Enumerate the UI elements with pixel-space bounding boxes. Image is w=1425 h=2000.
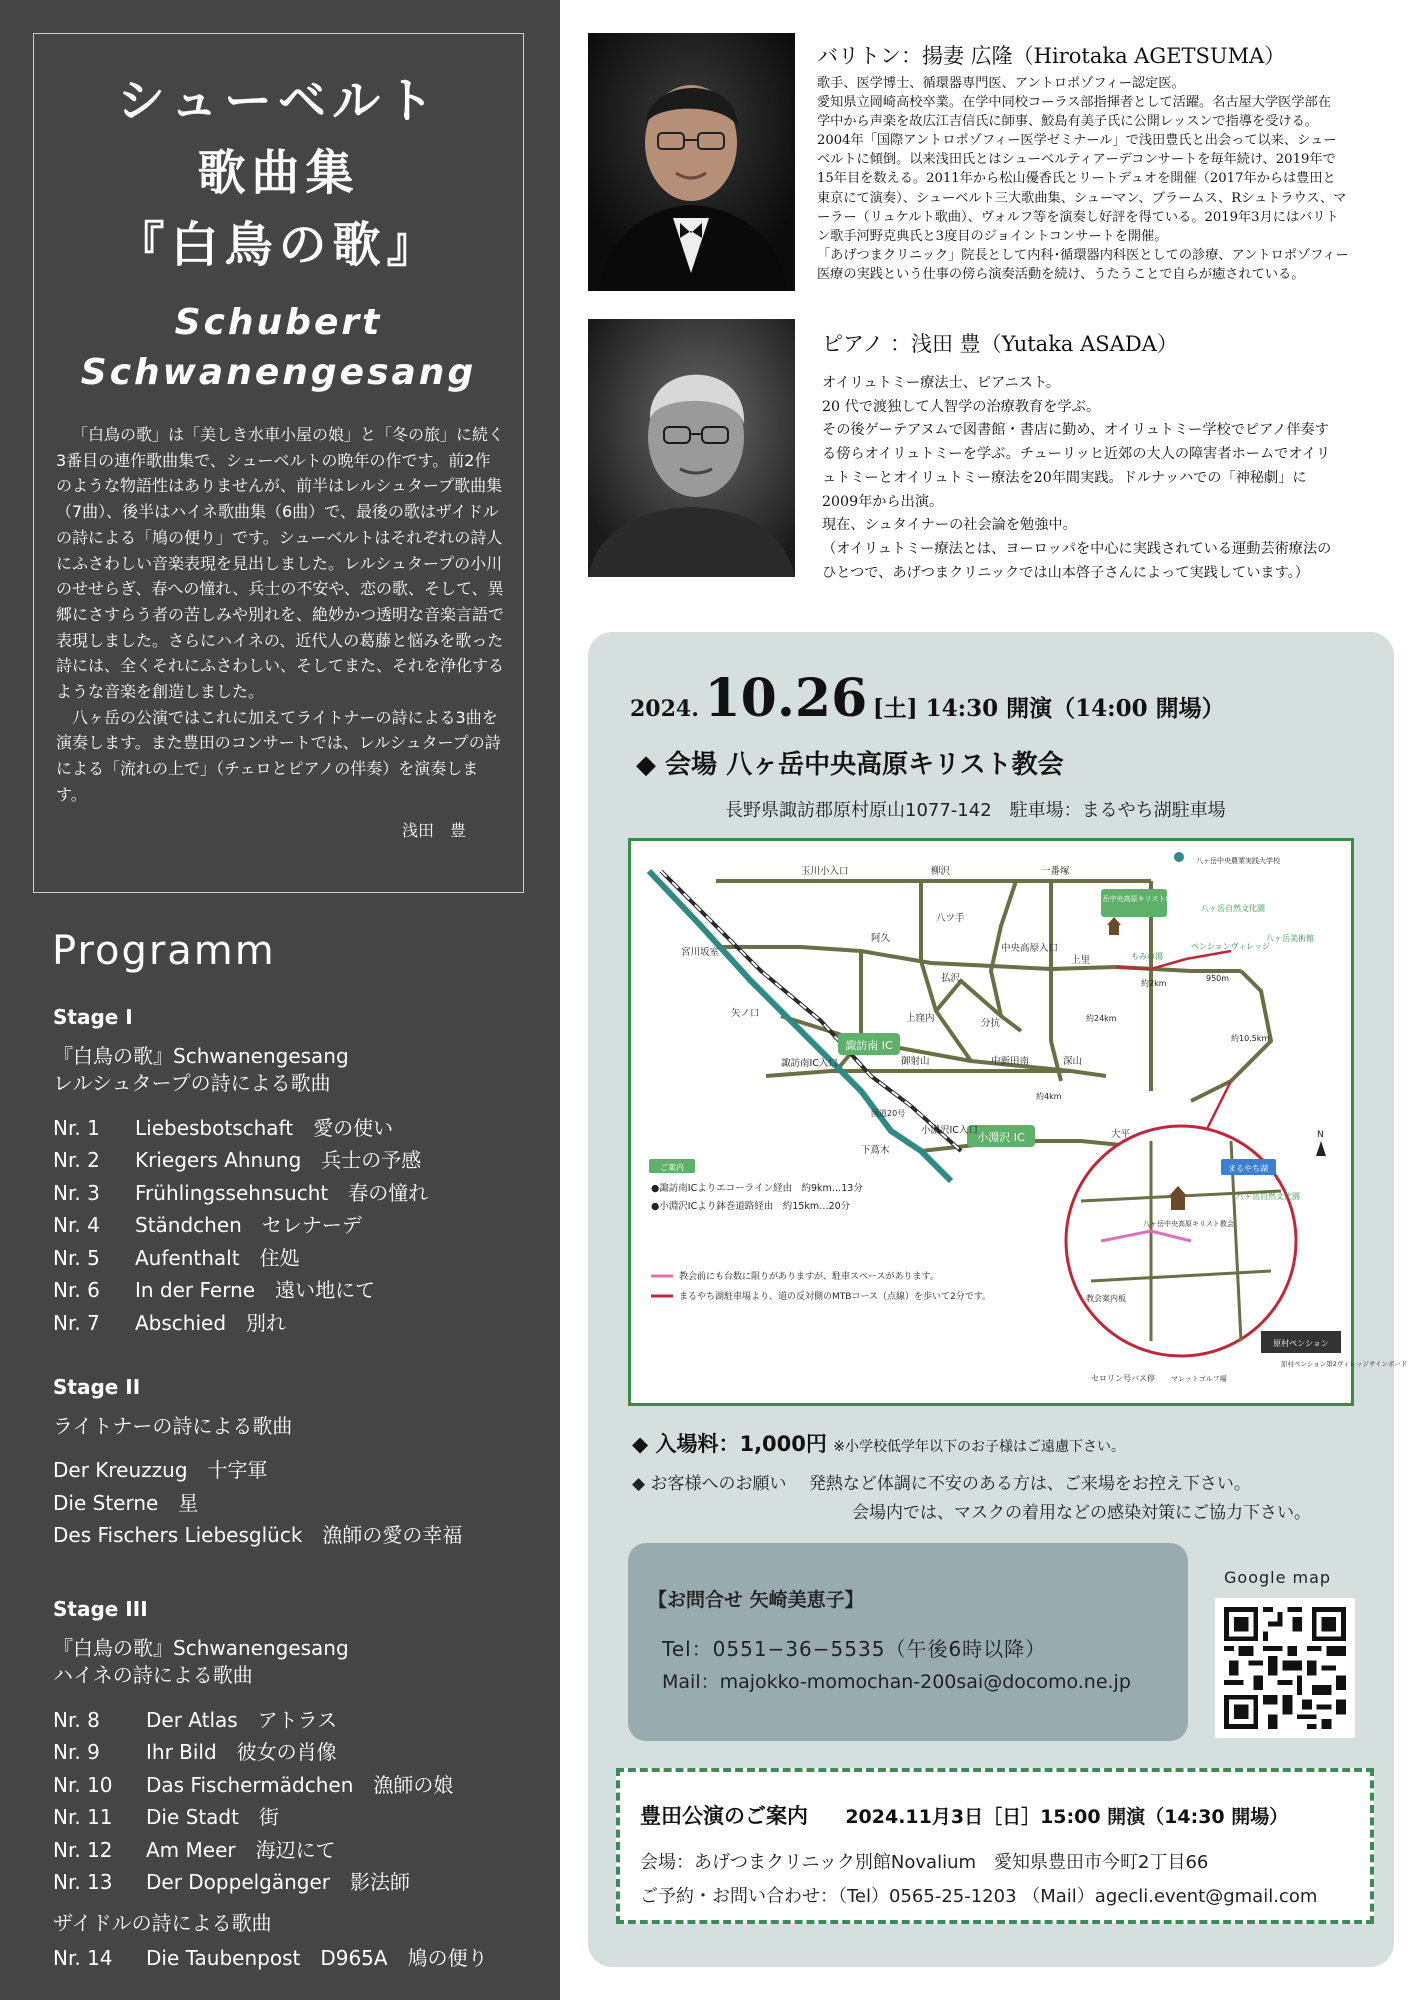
google-map-label: Google map (1224, 1568, 1332, 1587)
title-line-2: 歌曲集 (197, 145, 360, 201)
song-row (53, 1177, 428, 1206)
map-label: 小淵沢 IC (977, 1131, 1025, 1144)
portrait-image (588, 319, 795, 577)
svg-text:N: N (1317, 1130, 1324, 1140)
toyota-venue: 会場：あげつまクリニック別館Novalium 愛知県豊田市今町2丁目66 (640, 1852, 1209, 1873)
song-row (53, 1209, 362, 1238)
stage3-subtitle-1: 『白鳥の歌』Schwanengesang (53, 1636, 349, 1660)
church-icon (1107, 917, 1121, 935)
qr-code-image (1224, 1607, 1346, 1729)
map-label: 八ヶ岳中央農業実践大学校 (1196, 857, 1280, 865)
request-line-1: ◆ お客様へのお願い 発熱など体調に不安のある方は、ご来場をお控え下さい。 (632, 1474, 1251, 1494)
song-title: Kriegers Ahnung 兵士の予感 (135, 1148, 422, 1172)
map-label: ペンションヴィレッジ (1191, 942, 1271, 951)
song-title: Ihr Bild 彼女の肖像 (146, 1740, 337, 1764)
song-number: Nr. 3 (53, 1181, 100, 1205)
event-date-line (630, 668, 1225, 729)
baritone-bio (817, 74, 1349, 284)
left-panel (0, 0, 560, 2000)
song-row (53, 1274, 375, 1303)
song-row (53, 1307, 286, 1336)
map-label: 950m (1206, 974, 1230, 983)
baritone-name: バリトン：揚妻 広隆（Hirotaka AGETSUMA） (817, 44, 1286, 68)
map-label: 宮川坂室 (681, 947, 720, 958)
map-label: 払沢 (941, 973, 961, 984)
bio-line: ひとつで、あげつまクリニックでは山本啓子さんによって実践しています。） (822, 564, 1309, 581)
bio-line: ーラー（リュケルト歌曲）、ヴォルフ等を演奏し好評を得ている。2019年3月にはバリト (817, 209, 1339, 225)
song-row (53, 1112, 393, 1141)
intro-text (56, 422, 506, 843)
map-label: 八ヶ岳自然文化園 (1201, 904, 1265, 913)
title-en-line-2: Schwanengesang (80, 352, 477, 393)
event-address: 長野県諏訪郡原村原山1077-142 駐車場：まるやち湖駐車場 (725, 800, 1226, 821)
song-row (53, 1834, 336, 1863)
song-title: Am Meer 海辺にて (146, 1838, 336, 1862)
north-arrow-icon (1316, 1130, 1326, 1156)
song-number: Nr. 2 (53, 1148, 100, 1172)
bio-line: 20 代で渡独して人智学の治療教育を学ぶ。 (822, 398, 1101, 415)
song-number: Nr. 9 (53, 1740, 100, 1764)
map-label: 深山 (1063, 1056, 1083, 1067)
song-row (53, 1242, 300, 1271)
song-row (53, 1144, 421, 1173)
access-map[interactable] (628, 838, 1408, 1406)
map-label: 原村ペンション第2ヴィレッジサインボード (1281, 1360, 1408, 1368)
bio-line: 学中から声楽を故広江吉信氏に師事、鮫島有美子氏に公開レッスンで指導を受ける。 (817, 114, 1318, 130)
song-title: Die Stadt 街 (146, 1805, 279, 1829)
map-label: まるやち湖 (1228, 1164, 1268, 1173)
map-label: マレットゴルフ場 (1171, 1375, 1227, 1383)
toyota-contact[interactable]: ご予約・お問い合わせ：（Tel）0565-25-1203 （Mail）agecli.event@gmail.com (640, 1886, 1318, 1907)
toyota-title: 豊田公演のご案内 (640, 1804, 808, 1828)
song-title: Abschied 別れ (135, 1311, 287, 1335)
stage1-subtitle-2: レルシュタープの詩による歌曲 (53, 1071, 331, 1095)
map-label: 八ヶ岳自然文化園 (1236, 1192, 1300, 1201)
portrait-image (588, 33, 795, 291)
map-label: 約24km (1086, 1014, 1117, 1023)
event-date: 10.26 (704, 668, 868, 729)
event-venue: ◆ 会場 八ヶ岳中央高原キリスト教会 (636, 750, 1064, 780)
song-row (53, 1866, 410, 1895)
fee-label: ◆ 入場料：1,000円 (632, 1432, 827, 1456)
map-label: 原村ペンション (1273, 1339, 1329, 1348)
stage1-subtitle-1: 『白鳥の歌』Schwanengesang (53, 1044, 349, 1068)
bio-line: 現在、シュタイナーの社会論を勉強中。 (822, 517, 1077, 534)
map-label: 大平 (1111, 1129, 1131, 1140)
bio-line: 2009年から出演。 (822, 493, 944, 510)
contact-box (628, 1543, 1188, 1741)
song-row (53, 1769, 453, 1798)
song-row (53, 1736, 337, 1765)
pianist-name: ピアノ ：浅田 豊（Yutaka ASADA） (822, 332, 1178, 356)
map-label: 八ツ手 (936, 913, 965, 924)
bio-line: 愛知県立岡崎高校卒業。在学中同校コーラス部指揮者として活躍。名古屋大学医学部在 (817, 95, 1331, 111)
contact-tel[interactable]: Tel：0551−36−5535（午後6時以降） (662, 1637, 1047, 1661)
song-title: Aufenthalt 住処 (135, 1246, 300, 1270)
song-number: Nr. 12 (53, 1838, 113, 1862)
photo-pianist (588, 319, 795, 577)
toyota-datetime: 2024.11月3日［日］15:00 開演（14:30 開場） (845, 1806, 1289, 1828)
map-label: 一番塚 (1041, 866, 1070, 877)
song-number: Nr. 5 (53, 1246, 100, 1270)
map-note-1: 教会前にも台数に限りがありますが、駐車スペースがあります。 (679, 1272, 939, 1282)
map-note-2: まるやち湖駐車場より、道の反対側のMTBコース（点線）を歩いて2分です。 (679, 1292, 991, 1302)
song-title: In der Ferne 遠い地にて (135, 1278, 376, 1302)
song-row (53, 1704, 337, 1733)
photo-baritone (588, 33, 795, 291)
map-label: 諏訪南IC入口 (781, 1058, 838, 1069)
qr-code-icon[interactable] (1215, 1598, 1355, 1738)
map-label: 矢ノ口 (731, 1008, 760, 1019)
map-pin-icon (1174, 852, 1184, 862)
song-number: Nr. 4 (53, 1213, 100, 1237)
song-title: Ständchen セレナーデ (135, 1213, 362, 1237)
stage3-subtitle-3: ザイドルの詩による歌曲 (53, 1911, 272, 1935)
map-label: 教会案内板 (1086, 1294, 1126, 1303)
song-title: Das Fischermädchen 漁師の娘 (146, 1773, 454, 1797)
bio-line: （オイリュトミー療法とは、ヨーロッパを中心に実践されている運動芸術療法の (822, 540, 1332, 557)
contact-title: 【お問合せ 矢崎美恵子】 (648, 1589, 864, 1611)
map-label: 八ヶ岳中央高原キリスト教会 (1143, 1220, 1234, 1228)
toyota-title-line (640, 1800, 1288, 1830)
song-title: Der Atlas アトラス (146, 1708, 338, 1732)
bio-line: る傍らオイリュトミーを学ぶ。チューリッヒ近郊の大人の障害者ホームでオイリ (822, 446, 1331, 463)
map-label: 上里 (1071, 955, 1091, 966)
title-box (33, 33, 524, 893)
bio-line: 2004年「国際アントロポゾフィー医学ゼミナール」で浅田豊氏と出会って以来、シュー (817, 133, 1337, 149)
map-label: 約2km (1141, 979, 1167, 988)
map-label: 約10.5km (1231, 1034, 1270, 1043)
stage3-heading: Stage III (53, 1597, 148, 1621)
event-year: 2024. (630, 696, 699, 722)
intro-signature: 浅田 豊 (401, 820, 466, 840)
song-number: Nr. 1 (53, 1116, 100, 1140)
map-label: 上窪内 (906, 1013, 935, 1024)
audience-request (632, 1470, 1311, 1528)
bio-line: オイリュトミー療法士、ピアニスト。 (822, 375, 1061, 391)
map-label: 阿久 (871, 933, 891, 944)
bio-line: 東京にて演奏）、シューベルト三大歌曲集、シューマン、ブラームス、Rシュトラウス、マ (817, 190, 1347, 206)
map-label: ご案内 (660, 1163, 684, 1172)
song-title: Der Doppelgänger 影法師 (146, 1870, 411, 1894)
song-number: Nr. 11 (53, 1805, 113, 1829)
stage2-heading: Stage II (53, 1375, 141, 1399)
map-label: 玉川小入口 (801, 866, 849, 877)
map-label: 八ヶ岳美術館 (1266, 934, 1314, 943)
song-row: Des Fischers Liebesglück 漁師の愛の幸福 (53, 1523, 463, 1547)
bio-line: 15年目を数える。2011年から松山優香氏とリートデュオを開催（2017年からは豊田と (817, 171, 1336, 187)
map-label: セロリン号バス停 (1091, 1374, 1155, 1383)
map-guide-2: ●小淵沢ICより鉢巻道路経由 約15km…20分 (651, 1201, 851, 1212)
song-row (53, 1942, 488, 1971)
map-guide-1: ●諏訪南ICよりエコーライン経由 約9km…13分 (651, 1183, 863, 1194)
bio-line: 「あげつまクリニック」院長として内科･循環器内科医としての診療、アントロポゾフィー (817, 247, 1349, 263)
toyota-concert-box (616, 1768, 1374, 1924)
stage3-subtitle-2: ハイネの詩による歌曲 (53, 1663, 253, 1687)
bio-line: 歌手、医学博士、循環器専門医、アントロポゾフィー認定医。 (817, 76, 1185, 91)
bio-line: ベルトに傾倒。以来浅田氏とはシューベルティアーデコンサートを毎年続け、2019年で (817, 152, 1336, 168)
map-label: 中央高原入口 (1001, 943, 1059, 954)
song-number: Nr. 14 (53, 1946, 113, 1970)
song-row (53, 1801, 279, 1830)
title-line-3: 『白鳥の歌』 (116, 217, 441, 273)
map-label: 小淵沢IC入口 (921, 1125, 978, 1136)
song-title: Frühlingssehnsucht 春の憧れ (135, 1181, 429, 1205)
song-number: Nr. 8 (53, 1708, 100, 1732)
map-label: 御射山 (901, 1056, 930, 1067)
map-label: 柳沢 (931, 866, 951, 877)
song-number: Nr. 6 (53, 1278, 100, 1302)
song-title: Liebesbotschaft 愛の使い (135, 1116, 394, 1140)
title-en-line-1: Schubert (174, 302, 383, 343)
map-label: 国道20号 (871, 1109, 906, 1118)
title-line-1: シューベルト (116, 73, 441, 129)
intro-paragraph-1: 「白鳥の歌」は「美しき水車小屋の娘」と「冬の旅」に続く3番目の連作歌曲集で、シューベルトの晩年の作です。前2作のような物語性はありませんが、前半はレルシュタープ歌曲集（7曲）、後半はハイネ歌曲集（6曲）で、最後の歌はザイドルの詩による「鳩の便り」です。シューベルトはそれぞれの詩人にふさわしい音楽表現を見出しました。レルシュタープの小川のせせらぎ、春への憧れ、兵士の不安や、恋の歌、そして、異郷にさすらう者の苦しみや別れを、絶妙かつ透明な音楽言語で表現しました。さらにハイネの、近代人の葛藤と悩みを歌った詩には、全くそれにふさわしい、そしてまた、それを浄化するような音楽を創造しました。 (56, 425, 505, 702)
event-time: [土] 14:30 開演（14:00 開場） (872, 695, 1225, 722)
intro-paragraph-2: 八ヶ岳の公演ではこれに加えてライトナーの詩による3曲を演奏します。また豊田のコンサートでは、レルシュタープの詩による「流れの上で」（チェロとピアノの伴奏）を演奏します。 (56, 707, 501, 804)
fee-note: ※小学校低学年以下のお子様はご遠慮下さい。 (833, 1439, 1125, 1455)
bio-line: ュトミーとオイリュトミー療法を20年間実践。ドルナッハでの「神秘劇」に (822, 469, 1307, 486)
map-label: 諏訪南 IC (845, 1039, 893, 1052)
song-number: Nr. 13 (53, 1870, 113, 1894)
song-row: Der Kreuzzug 十字軍 (53, 1458, 268, 1482)
bio-line: 医療の実践という仕事の傍ら演奏活動を続け、うたうことで自らが癒されている。 (817, 266, 1305, 282)
stage1-heading: Stage I (53, 1005, 133, 1029)
stage2-subtitle: ライトナーの詩による歌曲 (53, 1414, 293, 1438)
request-line-2: 会場内では、マスクの着用などの感染対策にご協力下さい。 (852, 1503, 1311, 1523)
song-number: Nr. 7 (53, 1311, 100, 1335)
map-graphic (631, 841, 1408, 1403)
bio-line: ン歌手河野克典氏と3度目のジョイントコンサートを開催。 (817, 228, 1168, 244)
map-label: 分抗 (981, 1018, 1001, 1029)
contact-mail[interactable]: Mail：majokko-momochan-200sai@docomo.ne.jp (662, 1671, 1131, 1693)
map-label: もみの湯 (1131, 952, 1163, 961)
pianist-bio (822, 372, 1331, 585)
map-label: 下蔦木 (861, 1145, 890, 1156)
song-number: Nr. 10 (53, 1773, 113, 1797)
song-row: Die Sterne 星 (53, 1491, 199, 1515)
bio-line: その後ゲーテアヌムで図書館・書店に勤め、オイリュトミー学校でピアノ伴奏す (822, 422, 1329, 439)
map-label: 中新田南 (991, 1056, 1030, 1067)
programm-heading: Programm (52, 928, 276, 974)
song-title: Die Taubenpost D965A 鳩の便り (146, 1946, 488, 1970)
map-label: 約4km (1036, 1092, 1062, 1101)
map-label: 八ヶ岳中央高原キリスト教会 (1088, 895, 1180, 903)
admission-fee (632, 1428, 1125, 1458)
